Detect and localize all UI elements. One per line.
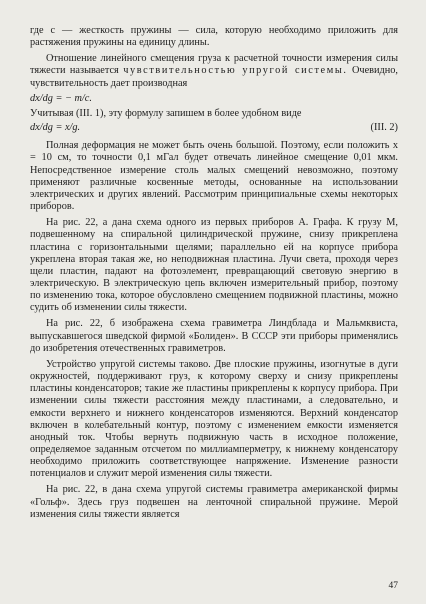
paragraph-7: Устройство упругой системы таково. Две плоские пружины, изогнутые в дуги окружностей, поддерживают груз, к которому сверху и снизу прикреплены пластины конденсаторов; такие же пластины прикреплены к корпусу прибора. При изменении силы тяжести расстояния между пластинами, а следовательно, и емкости верхнего и нижнего конденсаторов изменяются. Верхний конденсатор включен в колебательный контур, поэтому с изменением емкости изменяется анодный ток. Чтобы вернуть подвижную часть в исходное положение, определяемое заданным отсчетом по миллиамперметру, к нижнему конденсатору необходимо приложить соответствующее напряжение. Изменение разности потенциалов и служит мерой изменения силы тяжести. <box>30 358 398 480</box>
spaced-term: чувствительностью упругой системы. <box>123 65 348 77</box>
paragraph-5: На рис. 22, а дана схема одного из первых приборов А. Графа. К грузу M, подвешенному на спиральной цилиндрической пружине, снизу прикреплена пластина с горизонтальными щелями; параллельно ей на корпусе прибора укреплена вторая такая же, но неподвижная пластина. Лучи света, проходя через щели пластин, падают на фотоэлемент, превращающий световую энергию в электрическую. В электрическую цепь включен измерительный прибор, поэтому по изменению тока, которое обусловлено смещением подвижной пластины, можно судить об изменении силы тяжести. <box>30 217 398 314</box>
paragraph-2-tail: Очевидно, чувствительность дает производная <box>30 65 398 89</box>
paragraph-4: Полная деформация не может быть очень большой. Поэтому, если положить x = 10 см, то точности 0,1 мГал будет отвечать линейное смещение 0,01 мкм. Непосредственное измерение столь малых смещений невозможно, поэтому применяют различные косвенные методы, основанные на использовании электрических и других явлений. Рассмотрим принципиальные схемы некоторых приборов. <box>30 140 398 213</box>
paragraph-1: где c — жесткость пружины — сила, которую необходимо приложить для растяжения пружины на единицу длины. <box>30 25 398 49</box>
paragraph-6: На рис. 22, б изображена схема гравиметра Линдблада и Мальмквиста, выпускавшегося шведской фирмой «Болиден». В СССР эти приборы применялись до изобретения отечественных гравиметров. <box>30 318 398 354</box>
formula-iii2: dx/dg = x/g. <box>30 122 81 134</box>
formula-row-iii2 <box>30 122 398 134</box>
paragraph-8: На рис. 22, в дана схема упругой системы гравиметра американской фирмы «Гольф». Здесь груз подвешен на ленточной спиральной пружине. Мерой изменения силы тяжести является <box>30 484 398 520</box>
paragraph-2 <box>30 53 398 89</box>
paragraph-3: Учитывая (III. 1), эту формулу запишем в более удобном виде <box>30 107 302 119</box>
paragraph-2-text: Отношение линейного смещения груза к расчетной точности измерения силы тяжести называется <box>30 53 398 77</box>
formula-sensitivity: dx/dg = − m/c. <box>30 92 92 104</box>
page-number: 47 <box>388 581 398 591</box>
formula-number: (III. 2) <box>370 122 398 134</box>
